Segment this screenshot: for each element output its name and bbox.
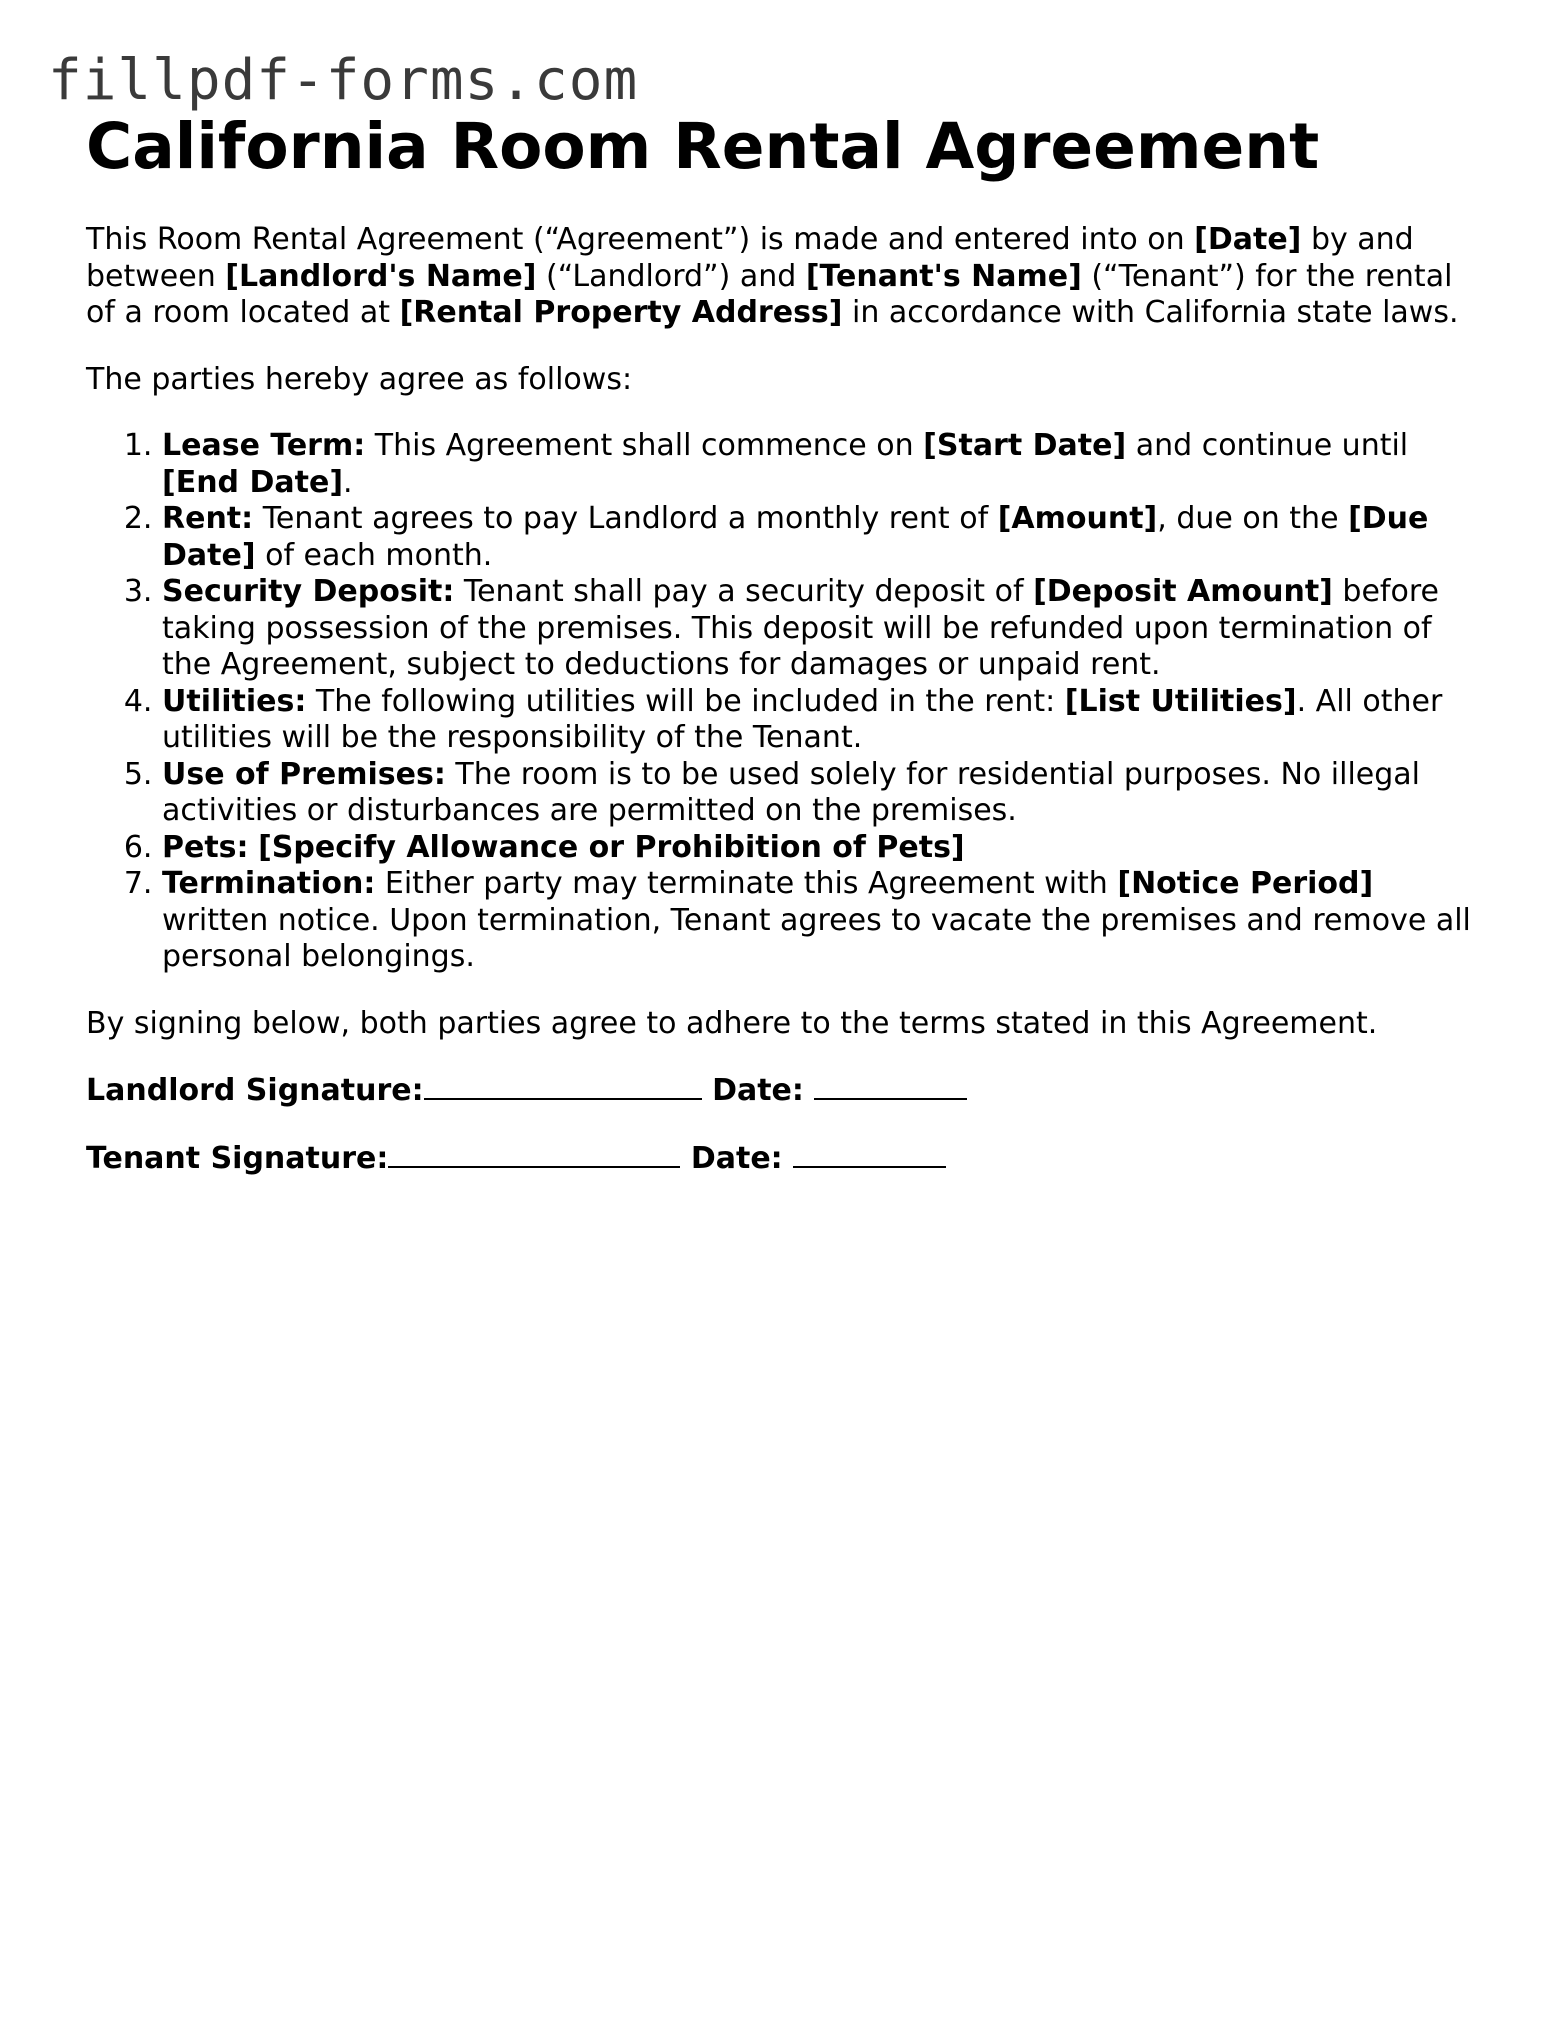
intro-paragraph [86,222,1476,332]
term-text: before taking possession of the premises. This deposit will be refunded upon termination of the Agreement, subject to deductions for damages or unpaid rent. [162,574,1439,682]
term-label: Termination: [162,866,376,901]
term-text: and continue until [1126,428,1409,463]
landlord-name-placeholder: [Landlord's Name] [225,258,537,294]
term-text: Either party may terminate this Agreement with [375,866,1118,901]
start-date-placeholder: [Start Date] [923,428,1127,463]
tenant-signature-row [86,1140,1476,1178]
watermark-text: fillpdf-forms.com [48,48,639,113]
tenant-date-field[interactable] [793,1140,946,1168]
term-deposit [162,574,1476,684]
tenant-signature-field[interactable] [388,1140,680,1168]
term-text: The following utilities will be included in the rent: [306,683,1065,719]
term-text: . [343,464,353,500]
term-use [162,757,1476,830]
term-rent [162,501,1476,574]
utilities-placeholder: [List Utilities] [1064,683,1297,719]
term-text: written notice. Upon termination, Tenant agrees to vacate the premises and remove all personal belongings. [162,902,1471,974]
term-label: Lease Term: [162,428,366,463]
term-termination [162,866,1476,976]
intro-text: in accordance with California state laws. [842,295,1459,330]
term-utilities [162,684,1476,757]
address-placeholder: [Rental Property Address] [399,295,843,330]
term-text: Tenant agrees to pay Landlord a monthly rent of [253,501,998,536]
parties-paragraph: The parties hereby agree as follows: [86,361,633,397]
term-label: Rent: [162,501,254,536]
due-date-placeholder: [Due Date] [162,501,1429,573]
landlord-signature-row [86,1072,1476,1110]
landlord-signature-label: Landlord Signature: [86,1073,424,1108]
intro-text: This Room Rental Agreement (“Agreement”) is made and entered into on [86,222,1195,257]
date-label: Date: [690,1140,783,1176]
term-label: Use of Premises: [162,756,446,792]
term-text: The room is to be used solely for residential purposes. No illegal activities or disturbances are permitted on the premises. [162,756,1421,828]
notice-period-placeholder: [Notice Period] [1117,866,1374,901]
closing-paragraph: By signing below, both parties agree to adhere to the terms stated in this Agreement. [86,1005,1378,1041]
page-title: California Room Rental Agreement [86,110,1320,183]
pets-placeholder: [Specify Allowance or Prohibition of Pets] [258,829,965,865]
date-label: Date: [712,1073,804,1108]
term-text: Tenant shall pay a security deposit of [454,574,1034,609]
tenant-name-placeholder: [Tenant's Name] [805,258,1082,294]
term-text: . All other utilities will be the responsibility of the Tenant. [162,683,1443,755]
intro-text: (“Tenant”) for the rental of a room located at [86,258,1453,330]
term-text: of each month. [255,537,493,573]
end-date-placeholder: [End Date] [162,464,344,500]
term-pets [162,830,1476,867]
intro-text: by and between [86,222,1414,294]
term-label: Utilities: [162,683,307,719]
agreement-body [86,222,1476,1207]
term-lease [162,428,1476,501]
date-placeholder: [Date] [1194,222,1302,257]
landlord-date-field[interactable] [814,1072,967,1100]
tenant-signature-label: Tenant Signature: [86,1140,389,1176]
term-label: Pets: [162,829,249,865]
deposit-amount-placeholder: [Deposit Amount] [1033,574,1333,609]
term-label: Security Deposit: [162,574,455,609]
term-text: This Agreement shall commence on [365,428,924,463]
amount-placeholder: [Amount] [997,501,1158,536]
landlord-signature-field[interactable] [424,1072,702,1100]
intro-text: (“Landlord”) and [536,258,806,294]
terms-list [86,428,1476,976]
term-text: , due on the [1157,501,1349,536]
